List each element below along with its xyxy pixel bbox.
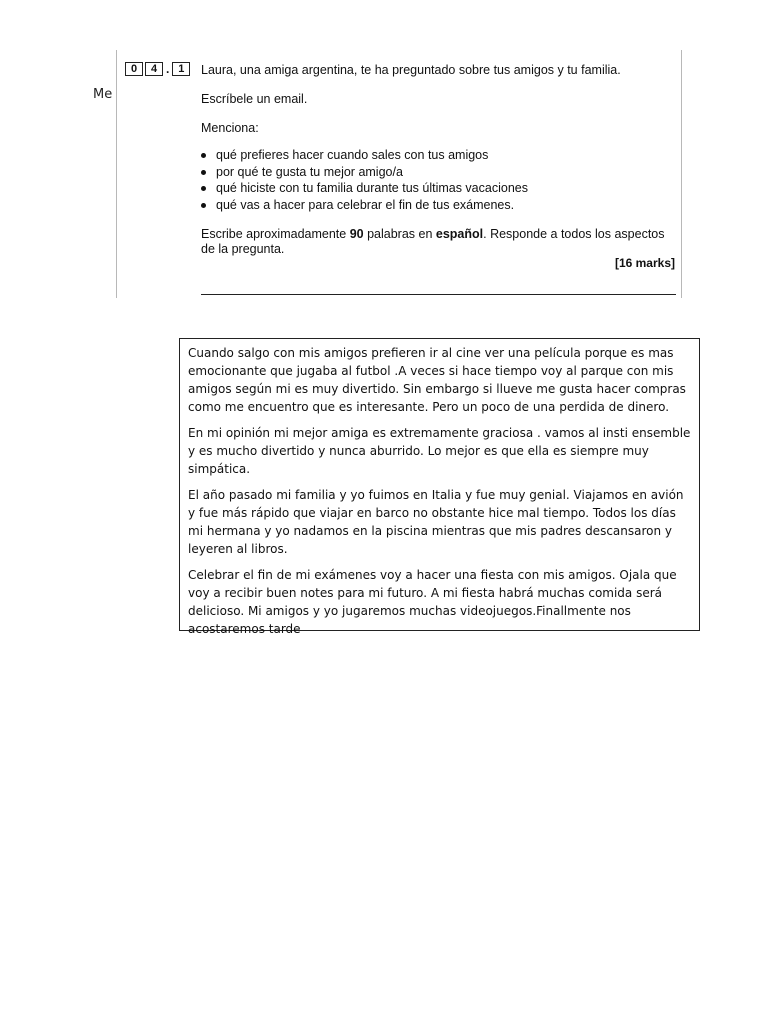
- question-number: [125, 62, 192, 76]
- marks-label: [16 marks]: [614, 256, 675, 270]
- instruction-language: español: [435, 227, 484, 241]
- bullet-dot-icon: [201, 153, 206, 158]
- question-number-digit: 4: [145, 62, 163, 76]
- bullet-item: [201, 147, 528, 164]
- answer-paragraph: El año pasado mi familia y yo fuimos en Italia y fue muy genial. Viajamos en avión y fue más rápido que viajar en barco no obstante hice mal tiempo. Todos los días mi hermana y yo nadamos en la piscina mientras que mis padres descansaron y leyeren al libros.: [188, 488, 684, 556]
- bullet-text: qué vas a hacer para celebrar el fin de tus exámenes.: [216, 197, 515, 212]
- instruction-part: palabras en: [363, 227, 436, 241]
- write-prompt: Escríbele un email.: [201, 92, 308, 106]
- question-number-separator: .: [166, 62, 170, 76]
- answer-text-box[interactable]: [179, 338, 700, 636]
- bullet-item: [201, 164, 528, 181]
- bullet-dot-icon: [201, 186, 206, 191]
- answer-paragraph: En mi opinión mi mejor amiga es extremamente graciosa . vamos al insti ensemble y es mucho divertido y nunca aburrido. Lo mejor es que ella es siempre muy simpática.: [188, 426, 691, 476]
- question-card: [116, 50, 682, 298]
- side-label: Me: [93, 87, 113, 102]
- bullet-list: [201, 147, 528, 213]
- bullet-text: por qué te gusta tu mejor amigo/a: [216, 164, 403, 179]
- bullet-dot-icon: [201, 203, 206, 208]
- mention-label: Menciona:: [201, 121, 259, 135]
- answer-rule-line: [201, 294, 676, 295]
- instruction-text: [201, 227, 681, 257]
- bullet-item: [201, 197, 528, 214]
- bullet-text: qué prefieres hacer cuando sales con tus amigos: [216, 148, 489, 162]
- question-number-digit: 0: [125, 62, 143, 76]
- instruction-part: Escribe aproximadamente: [201, 227, 350, 241]
- bullet-item: [201, 180, 528, 197]
- bullet-dot-icon: [201, 170, 206, 175]
- answer-paragraph: Cuando salgo con mis amigos prefieren ir al cine ver una película porque es mas emocionante que jugaba al futbol .A veces si hace tiempo voy al parque con mis amigos según mi es muy divertido. Sin embargo si llueve me gusta hacer compras como me encuentro que es interesante. Pero un poco de una perdida de dinero.: [188, 346, 686, 414]
- instruction-part: . Responde a todos los aspectos de la pregunta.: [201, 227, 665, 256]
- question-intro: Laura, una amiga argentina, te ha preguntado sobre tus amigos y tu familia.: [201, 63, 621, 77]
- answer-paragraph: Celebrar el fin de mi exámenes voy a hacer una fiesta con mis amigos. Ojala que voy a recibir buen notes para mi futuro. A mi fiesta habrá muchas comida será delicioso. Mi amigos y yo jugaremos muchas videojuegos.Finallmente nos acostaremos tarde: [188, 568, 677, 636]
- question-number-digit: 1: [172, 62, 190, 76]
- bullet-text: qué hiciste con tu familia durante tus últimas vacaciones: [216, 181, 528, 195]
- instruction-word-count: 90: [349, 227, 364, 241]
